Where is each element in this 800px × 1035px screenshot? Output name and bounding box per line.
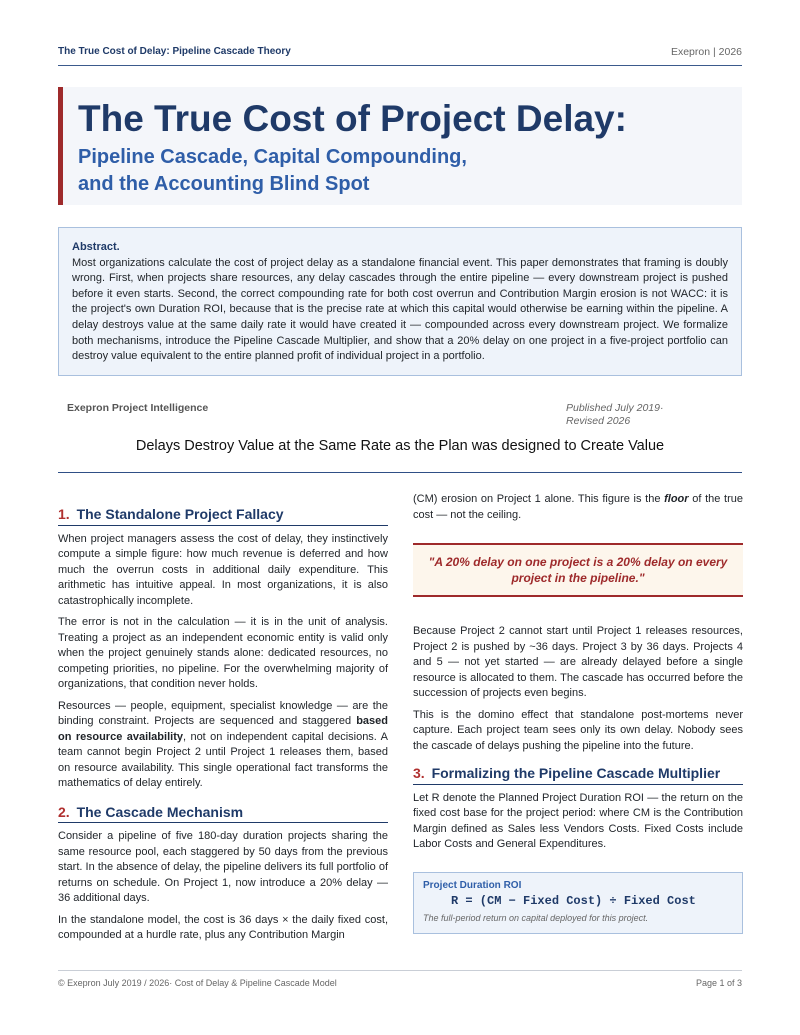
section-2-number: 2. [58, 803, 70, 820]
title-block [58, 87, 742, 205]
pull-quote: "A 20% delay on one project is a 20% delay on every project in the pipeline." [413, 543, 743, 597]
section-2-title: The Cascade Mechanism [76, 803, 244, 820]
formula-label: Project Duration ROI [423, 879, 522, 891]
paper-subtitle-line1: Pipeline Cascade, Capital Compounding, [78, 146, 467, 168]
section-2-paragraph-1: Consider a pipeline of five 180-day duration projects sharing the same resource pool, each staggered by 50 days from the previous start. In the absence of delay, the pipeline delivers its full portfolio of returns on schedule. On Project 1, now introduce a 20% delay — 36 additional days. [58, 830, 388, 904]
author-line: Exepron Project Intelligence [67, 402, 209, 414]
section-2-paragraph-3 [413, 492, 743, 523]
footer-divider [58, 970, 742, 971]
tagline-divider [58, 472, 742, 473]
section-3-paragraph-1: Let R denote the Planned Project Duration ROI — the return on the fixed cost base for the project period: where CM is the Contribution Margin defined as Sales less Vendors Costs. Fixed Costs include Labor Costs and General Expenditures. [413, 791, 743, 850]
section-3-number: 3. [413, 765, 425, 781]
running-header [58, 46, 742, 66]
abstract-box [58, 227, 742, 376]
abstract-text: Most organizations calculate the cost of project delay as a standalone financial event. This paper demonstrates that framing is doubly wrong. First, when projects share resources, any delay cascades through the entire pipeline — every downstream project is pushed before it even starts. Second, the correct compounding rate for both cost overrun and Contribution Margin erosion is not WACC: it is the project's own Duration ROI, because that is the precise rate at which this capital would otherwise be earning within the pipeline. A delay destroys value at the same daily rate it would have created it — compounded across every downstream project. We formalize both mechanisms, introduce the Pipeline Cascade Multiplier, and show that a 20% delay on one project in a five-project portfolio can destroy value equivalent to the entire planned profit of individual project in a portfolio. [72, 256, 728, 363]
section-1-heading [58, 507, 388, 526]
footer-copyright: © Exepron July 2019 / 2026· Cost of Delay & Pipeline Cascade Model [58, 978, 337, 988]
section-2-paragraph-3-emphasis: floor [664, 493, 689, 505]
published-date: Published July 2019· [566, 402, 664, 414]
formula-note: The full-period return on capital deployed for this project. [423, 913, 649, 923]
left-column [58, 492, 388, 950]
section-1-paragraph-1: When project managers assess the cost of delay, they instinctively compute a simple figure: how much revenue is deferred and how much the overrun costs in additional daily expenditure. This arithmetic has intuitive appeal. In most organizations, it is also catastrophically incomplete. [58, 532, 388, 607]
section-1-paragraph-2: The error is not in the calculation — it is in the unit of analysis. Treating a project as an independent economic entity is valid only when the project genuinely stands alone: dedicated resources, no competing priorities, no pipeline. For the overwhelming majority of organizations, that condition never holds. [58, 616, 388, 690]
paper-title: The True Cost of Project Delay: [78, 98, 627, 139]
publication-dates [566, 402, 663, 428]
section-1-number: 1. [58, 506, 70, 522]
section-3-heading [413, 766, 743, 785]
abstract-label: Abstract. [72, 241, 120, 253]
tagline: Delays Destroy Value at the Same Rate as the Plan was designed to Create Value [135, 438, 665, 454]
formula-box [413, 872, 743, 934]
footer-page-number: Page 1 of 3 [695, 978, 742, 988]
section-2-paragraph-2: In the standalone model, the cost is 36 days × the daily fixed cost, compounded at a hurdle rate, plus any Contribution Margin [58, 913, 388, 941]
section-1-paragraph-3 [58, 699, 388, 792]
section-2-paragraph-5: This is the domino effect that standalone post-mortems never capture. Each project team sees only its own delay. Nobody sees the cascade of delays pushing the pipeline into the future. [413, 708, 743, 752]
section-1-title: The Standalone Project Fallacy [76, 506, 284, 522]
running-header-title: The True Cost of Delay: Pipeline Cascade Theory [58, 46, 291, 57]
section-1-paragraph-3-start: Resources — people, equipment, specialist knowledge — are the binding constraint. Projects are sequenced and staggered [58, 699, 388, 727]
paper-subtitle [78, 144, 742, 198]
section-2-paragraph-3-start: (CM) erosion on Project 1 alone. This figure is the [413, 493, 665, 505]
section-2-paragraph-4: Because Project 2 cannot start until Project 1 releases resources, Project 2 is pushed by ~36 days. Project 3 by 36 days. Projects 4 and 5 — not yet started — are already delayed before a single resource is allocated to them. The cascade has occurred before the succession of projects even begins. [413, 625, 743, 699]
right-column [413, 492, 743, 934]
section-3-title: Formalizing the Pipeline Cascade Multiplier [431, 765, 721, 781]
section-1-paragraph-3-end: , not on independent capital decisions. A team cannot begin Project 2 until Project 1 releases them, based on resource availability. This single operational fact transforms the mathematics of delay entirely. [58, 730, 389, 789]
section-2-heading [58, 805, 388, 824]
revised-date: Revised 2026 [566, 415, 631, 427]
formula-equation: R = (CM − Fixed Cost) ÷ Fixed Cost [451, 894, 696, 908]
section-2-paragraph-3-end: of the true cost — not the ceiling. [413, 493, 743, 521]
paper-subtitle-line2: and the Accounting Blind Spot [78, 173, 370, 195]
section-1-paragraph-3-bold: based on resource availability [58, 715, 388, 743]
running-header-publisher: Exepron | 2026 [670, 46, 742, 58]
